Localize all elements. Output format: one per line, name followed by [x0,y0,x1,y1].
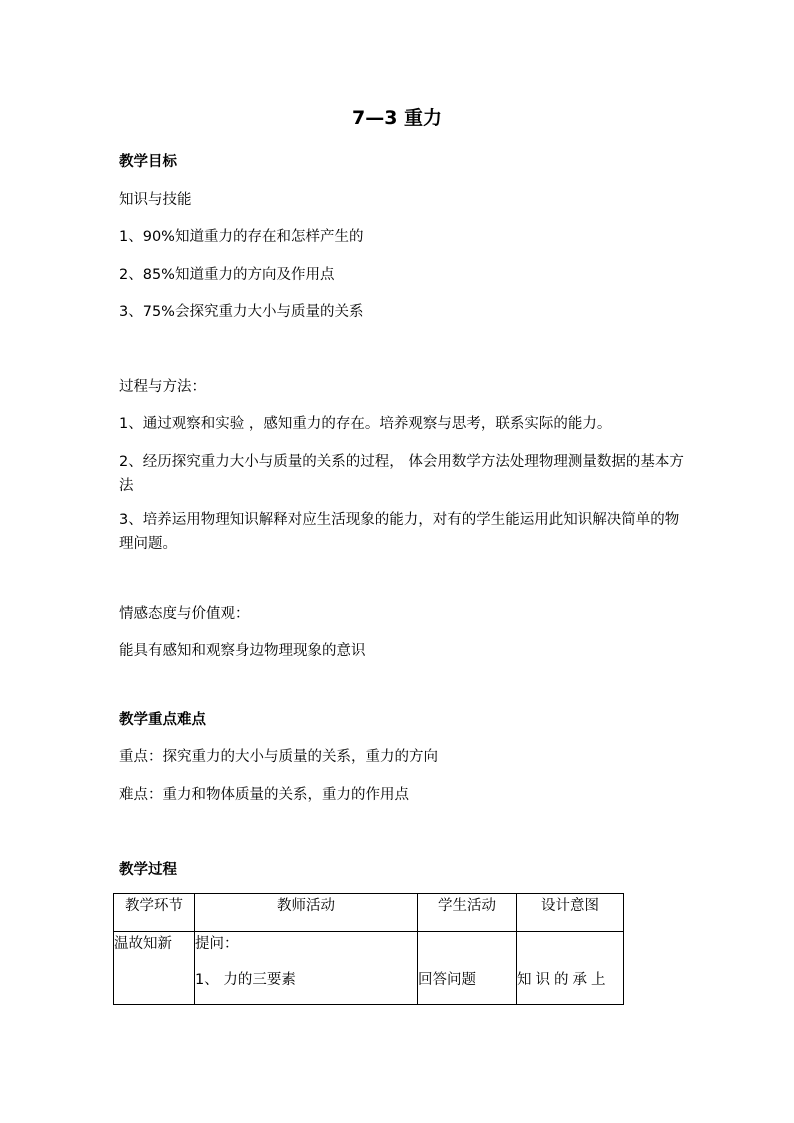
process-item-2: 2、经历探究重力大小与质量的关系的过程， 体会用数学方法处理物理测量数据的基本方法 [119,454,684,494]
table-header-row [114,894,624,932]
lesson-process-table [113,893,624,1005]
knowledge-label: 知识与技能 [119,192,192,208]
header-student: 学生活动 [418,894,517,932]
design-intent: 知识的承上 [517,972,610,988]
knowledge-item-3: 3、75%会探究重力大小与质量的关系 [119,304,364,320]
attitude-text: 能具有感知和观察身边物理现象的意识 [119,643,366,659]
cell-student [418,932,517,1005]
attitude-label: 情感态度与价值观： [119,606,250,622]
document-title: 7—3 重力 [351,107,443,129]
keypoint-difficulty: 难点：重力和物体质量的关系，重力的作用点 [119,787,409,803]
teacher-line-1: 提问： [195,936,239,952]
process-heading: 教学过程 [119,862,177,878]
cell-teacher [195,932,418,1005]
table-row [114,932,624,1005]
process-item-3: 3、培养运用物理知识解释对应生活现象的能力，对有的学生能运用此知识解决简单的物理问题。 [119,512,680,552]
header-intent: 设计意图 [517,894,624,932]
cell-intent [517,932,624,1005]
knowledge-item-2: 2、85%知道重力的方向及作用点 [119,267,335,283]
teacher-line-2: 1、 力的三要素 [195,972,296,988]
objectives-heading: 教学目标 [119,154,177,170]
knowledge-item-1: 1、90%知道重力的存在和怎样产生的 [119,229,364,245]
keypoints-heading: 教学重点难点 [119,712,206,728]
student-activity: 回答问题 [418,972,476,988]
process-item-1: 1、通过观察和实验 ，感知重力的存在。培养观察与思考，联系实际的能力。 [119,416,612,432]
keypoint-focus: 重点：探究重力的大小与质量的关系，重力的方向 [119,749,438,765]
header-teacher: 教师活动 [195,894,418,932]
header-stage: 教学环节 [114,894,195,932]
cell-stage: 温故知新 [114,932,195,1005]
process-label: 过程与方法： [119,379,206,395]
